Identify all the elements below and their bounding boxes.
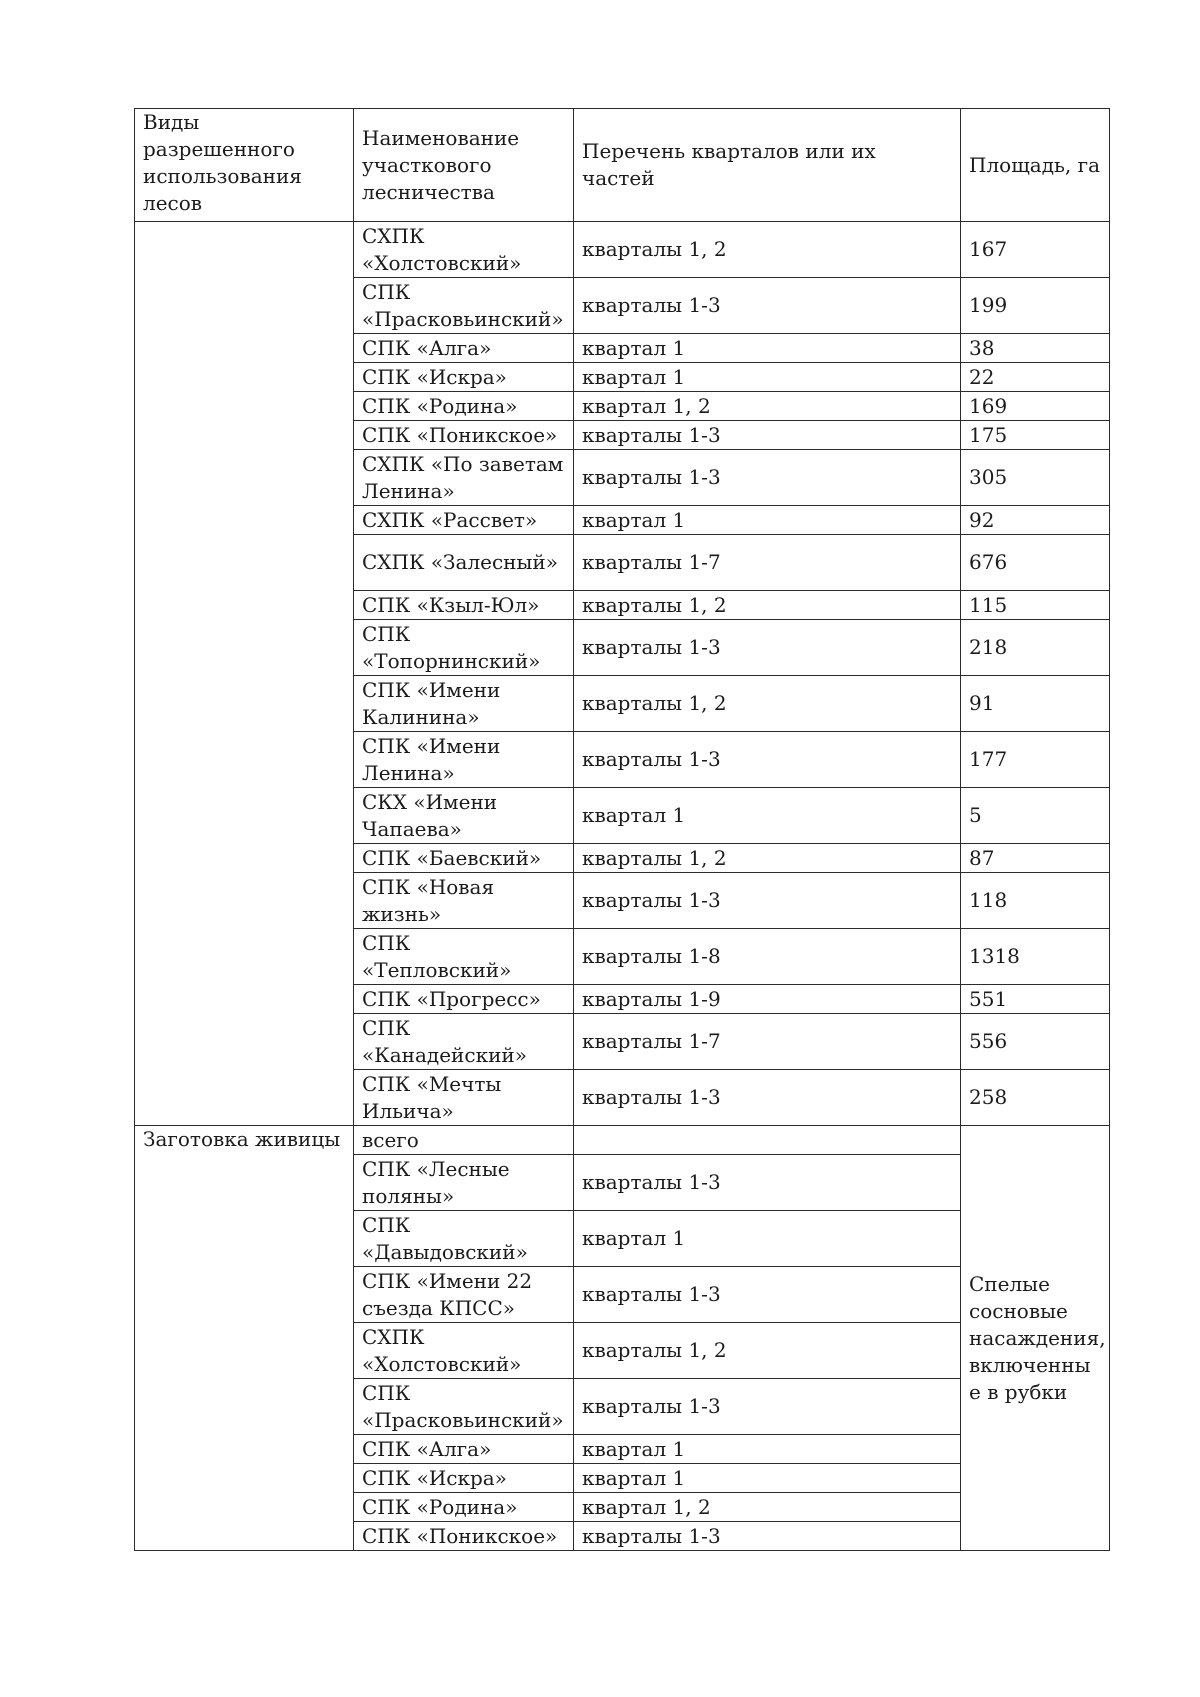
- table-row: [135, 222, 1110, 278]
- forestry-name-cell: СПК «Алга»: [354, 334, 574, 363]
- area-cell: 167: [961, 222, 1110, 278]
- table-row-total: [135, 1126, 1110, 1155]
- quarters-cell: кварталы 1-3: [574, 732, 961, 788]
- quarters-cell: кварталы 1-3: [574, 1155, 961, 1211]
- quarters-cell: кварталы 1-9: [574, 985, 961, 1014]
- forestry-name-cell: СПК «Имени Калинина»: [354, 676, 574, 732]
- quarters-cell: кварталы 1, 2: [574, 222, 961, 278]
- forestry-name-cell: СКХ «Имени Чапаева»: [354, 788, 574, 844]
- forestry-name-cell: СПК «Мечты Ильича»: [354, 1070, 574, 1126]
- forestry-name-cell: СПК «Имени Ленина»: [354, 732, 574, 788]
- quarters-cell: квартал 1, 2: [574, 1493, 961, 1522]
- forestry-name-cell: СХПК «Холстовский»: [354, 222, 574, 278]
- area-cell: 676: [961, 535, 1110, 591]
- area-cell: 177: [961, 732, 1110, 788]
- quarters-cell: квартал 1, 2: [574, 392, 961, 421]
- area-cell: 92: [961, 506, 1110, 535]
- area-cell: 199: [961, 278, 1110, 334]
- quarters-cell: квартал 1: [574, 1435, 961, 1464]
- area-cell: 91: [961, 676, 1110, 732]
- quarters-cell: квартал 1: [574, 1211, 961, 1267]
- forestry-name-cell: СХПК «Залесный»: [354, 535, 574, 591]
- quarters-cell: кварталы 1, 2: [574, 676, 961, 732]
- table-body: [135, 109, 1110, 1551]
- area-cell: 305: [961, 450, 1110, 506]
- area-cell: 115: [961, 591, 1110, 620]
- header-quarters-list: Перечень кварталов или их частей: [574, 109, 961, 222]
- area-note-cell: Спелые сосновые насаждения, включенны е в рубки: [961, 1126, 1110, 1551]
- quarters-cell: квартал 1: [574, 788, 961, 844]
- quarters-cell: квартал 1: [574, 506, 961, 535]
- header-forestry-name: Наименование участкового лесничества: [354, 109, 574, 222]
- forestry-name-cell: СПК «Тепловский»: [354, 929, 574, 985]
- forestry-name-cell: СПК «Искра»: [354, 363, 574, 392]
- forestry-name-cell: СПК «Лесные поляны»: [354, 1155, 574, 1211]
- forestry-name-cell: СПК «Топорнинский»: [354, 620, 574, 676]
- forestry-name-cell: СПК «Канадейский»: [354, 1014, 574, 1070]
- forestry-name-cell: СПК «Прасковьинский»: [354, 278, 574, 334]
- quarters-cell: кварталы 1-3: [574, 1379, 961, 1435]
- area-cell: 218: [961, 620, 1110, 676]
- header-area: Площадь, га: [961, 109, 1110, 222]
- quarters-cell: кварталы 1-3: [574, 450, 961, 506]
- forest-use-table: [134, 108, 1110, 1551]
- forestry-name-cell: СПК «Родина»: [354, 392, 574, 421]
- quarters-cell: кварталы 1-3: [574, 620, 961, 676]
- forestry-name-cell: СПК «Алга»: [354, 1435, 574, 1464]
- forestry-name-cell: СПК «Прасковьинский»: [354, 1379, 574, 1435]
- area-cell: 551: [961, 985, 1110, 1014]
- quarters-cell: кварталы 1-3: [574, 421, 961, 450]
- forestry-name-cell: СПК «Прогресс»: [354, 985, 574, 1014]
- quarters-cell: кварталы 1-7: [574, 535, 961, 591]
- forestry-name-cell: СПК «Искра»: [354, 1464, 574, 1493]
- area-cell: 118: [961, 873, 1110, 929]
- forestry-name-cell: СПК «Баевский»: [354, 844, 574, 873]
- use-type-cell: Заготовка живицы: [135, 1126, 354, 1551]
- area-cell: 1318: [961, 929, 1110, 985]
- forestry-name-cell: СПК «Кзыл-Юл»: [354, 591, 574, 620]
- quarters-cell: кварталы 1-3: [574, 873, 961, 929]
- forestry-name-cell: СПК «Давыдовский»: [354, 1211, 574, 1267]
- quarters-cell: кварталы 1-3: [574, 278, 961, 334]
- header-permitted-use-type: Виды разрешенного использования лесов: [135, 109, 354, 222]
- table-header-row: [135, 109, 1110, 222]
- area-cell: 175: [961, 421, 1110, 450]
- quarters-cell: кварталы 1-7: [574, 1014, 961, 1070]
- forestry-name-cell: СХПК «Холстовский»: [354, 1323, 574, 1379]
- forestry-name-cell: СПК «Поникское»: [354, 421, 574, 450]
- area-cell: 5: [961, 788, 1110, 844]
- quarters-cell: кварталы 1-3: [574, 1070, 961, 1126]
- area-cell: 22: [961, 363, 1110, 392]
- forestry-name-cell: СХПК «Рассвет»: [354, 506, 574, 535]
- forestry-name-cell: СПК «Имени 22 съезда КПСС»: [354, 1267, 574, 1323]
- quarters-cell: кварталы 1, 2: [574, 1323, 961, 1379]
- area-cell: 258: [961, 1070, 1110, 1126]
- quarters-cell: кварталы 1-8: [574, 929, 961, 985]
- quarters-cell: квартал 1: [574, 334, 961, 363]
- quarters-cell: кварталы 1, 2: [574, 844, 961, 873]
- forestry-name-cell: СХПК «По заветам Ленина»: [354, 450, 574, 506]
- forestry-name-cell: СПК «Родина»: [354, 1493, 574, 1522]
- area-cell: 169: [961, 392, 1110, 421]
- total-label-cell: всего: [354, 1126, 574, 1155]
- forestry-name-cell: СПК «Поникское»: [354, 1522, 574, 1551]
- quarters-cell: квартал 1: [574, 1464, 961, 1493]
- use-type-cell-empty: [135, 222, 354, 1126]
- area-cell: 38: [961, 334, 1110, 363]
- quarters-cell: кварталы 1, 2: [574, 591, 961, 620]
- area-cell: 87: [961, 844, 1110, 873]
- quarters-cell-empty: [574, 1126, 961, 1155]
- area-cell: 556: [961, 1014, 1110, 1070]
- quarters-cell: квартал 1: [574, 363, 961, 392]
- quarters-cell: кварталы 1-3: [574, 1267, 961, 1323]
- forestry-name-cell: СПК «Новая жизнь»: [354, 873, 574, 929]
- quarters-cell: кварталы 1-3: [574, 1522, 961, 1551]
